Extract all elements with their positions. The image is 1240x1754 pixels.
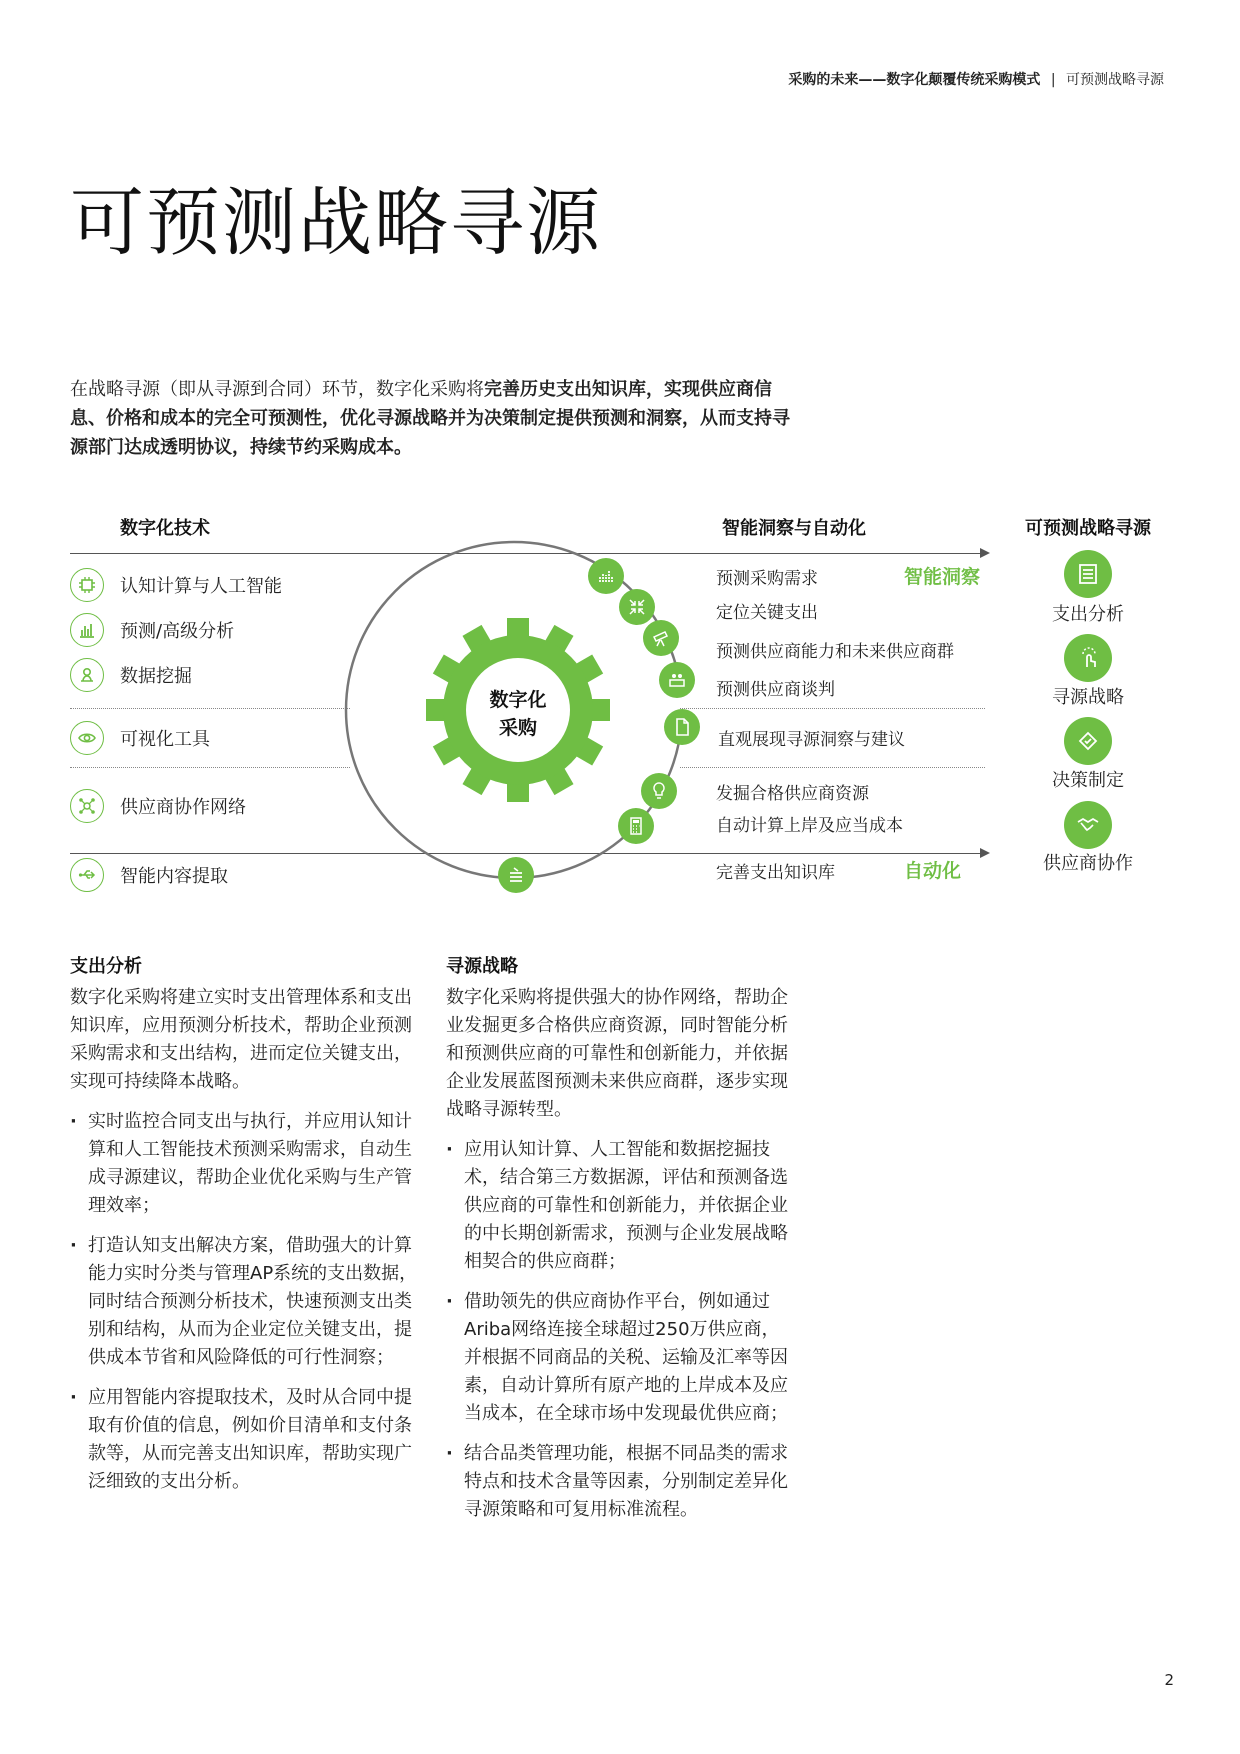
tech-item-visualization xyxy=(70,718,210,758)
calculator-icon xyxy=(618,808,654,844)
col-heading-tech: 数字化技术 xyxy=(120,518,210,539)
outcome-label: 支出分析 xyxy=(1052,604,1124,625)
sourcing-paragraph: 数字化采购将提供强大的协作网络，帮助企业发掘更多合格供应商资源，同时智能分析和预测供应商的可靠性和创新能力，并依据企业发展蓝图预测未来供应商群，逐步实现战略寻源转型。 xyxy=(446,987,788,1120)
tech-item-mining xyxy=(70,655,192,695)
insight-text: 预测供应商谈判 xyxy=(716,680,835,700)
gear-center-label xyxy=(478,686,558,742)
tech-label: 供应商协作网络 xyxy=(120,797,246,818)
sourcing-heading: 寻源战略 xyxy=(446,956,518,977)
running-header xyxy=(788,69,1164,89)
insight-text: 直观展现寻源洞察与建议 xyxy=(718,730,905,750)
header-doc-title: 采购的未来——数字化颠覆传统采购模式 xyxy=(788,72,1041,88)
chip-icon xyxy=(70,568,104,602)
spend-bullet: · 实时监控合同支出与执行，并应用认知计算和人工智能技术预测采购需求，自动生成寻源建议，帮助企业优化采购与生产管理效率； xyxy=(70,1108,420,1220)
decision-icon xyxy=(1064,717,1112,765)
sourcing-bullet: · 借助领先的供应商协作平台，例如通过Ariba网络连接全球超过250万供应商，并根据不同商品的关税、运输及汇率等因素，自动计算所有原产地的上岸成本及应当成本，在全球市场中发现最优供应商； xyxy=(446,1288,796,1428)
tech-item-network xyxy=(70,786,246,826)
spend-analysis-section xyxy=(70,952,420,1496)
tech-label: 数据挖掘 xyxy=(120,666,192,687)
outcome-label: 供应商协作 xyxy=(1043,853,1133,874)
spend-bullet: · 打造认知支出解决方案，借助强大的计算能力实时分类与管理AP系统的支出数据，同时结合预测分析技术，快速预测支出类别和结构，从而为企业定位关键支出，提供成本节省和风险降低的可行性洞察； xyxy=(70,1232,420,1372)
bottom-arrow-head xyxy=(980,848,990,858)
equalizer-icon xyxy=(588,558,624,594)
header-separator: | xyxy=(1050,72,1056,88)
eye-icon xyxy=(70,721,104,755)
mining-icon xyxy=(70,658,104,692)
sourcing-bullet: · 结合品类管理功能，根据不同品类的需求特点和技术含量等因素，分别制定差异化寻源策略和可复用标准流程。 xyxy=(446,1440,796,1524)
tag-smart-insight: 智能洞察 xyxy=(904,566,981,588)
list-icon xyxy=(1064,550,1112,598)
tech-label: 认知计算与人工智能 xyxy=(120,576,282,597)
network-icon xyxy=(70,789,104,823)
insight-text: 预测供应商能力和未来供应商群 xyxy=(716,642,954,662)
intro-paragraph xyxy=(70,375,800,462)
header-section: 可预测战略寻源 xyxy=(1066,72,1164,88)
divider-left-2 xyxy=(70,767,350,768)
intro-bold-text: 完善历史支出知识库，实现供应商信息、价格和成本的完全可预测性，优化寻源战略并为决策制定提供预测和洞察，从而支持寻源部门达成透明协议，持续节约采购成本。 xyxy=(70,379,790,458)
insight-text: 自动计算上岸及应当成本 xyxy=(716,816,903,836)
outcome-label: 寻源战略 xyxy=(1052,687,1124,708)
tag-automation: 自动化 xyxy=(904,860,962,882)
insight-text: 完善支出知识库 xyxy=(716,863,835,883)
divider-right-2 xyxy=(680,767,985,768)
lightbulb-icon xyxy=(641,773,677,809)
insight-text: 定位关键支出 xyxy=(716,603,818,623)
divider-right-1 xyxy=(680,708,985,709)
col-heading-insight: 智能洞察与自动化 xyxy=(722,518,866,539)
tech-item-analytics xyxy=(70,610,234,650)
tech-label: 智能内容提取 xyxy=(120,866,228,887)
tech-label: 可视化工具 xyxy=(120,729,210,750)
sourcing-strategy-section xyxy=(446,952,796,1524)
gear-label-line1: 数字化 xyxy=(489,689,547,711)
spend-heading: 支出分析 xyxy=(70,956,142,977)
bar-chart-icon xyxy=(70,613,104,647)
page-number: 2 xyxy=(1164,1671,1174,1689)
spend-paragraph: 数字化采购将建立实时支出管理体系和支出知识库，应用预测分析技术，帮助企业预测采购需求和支出结构，进而定位关键支出，实现可持续降本战略。 xyxy=(70,987,412,1092)
insight-text: 发掘合格供应商资源 xyxy=(716,784,869,804)
sourcing-bullet: · 应用认知计算、人工智能和数据挖掘技术，结合第三方数据源，评估和预测备选供应商的可靠性和创新能力，并依据企业的中长期创新需求，预测与企业发展战略相契合的供应商群； xyxy=(446,1136,796,1276)
gear-label-line2: 采购 xyxy=(498,717,537,739)
intro-text: 在战略寻源（即从寻源到合同）环节，数字化采购将 xyxy=(70,379,484,400)
outcome-label: 决策制定 xyxy=(1052,770,1124,791)
touch-icon xyxy=(1064,634,1112,682)
compress-icon xyxy=(619,589,655,625)
col-heading-outcome: 可预测战略寻源 xyxy=(1025,518,1151,539)
tech-label: 预测/高级分析 xyxy=(120,621,235,642)
tech-item-cognitive xyxy=(70,565,282,605)
handshake-icon xyxy=(1064,801,1112,849)
top-arrow-head xyxy=(980,548,990,558)
spend-bullet: · 应用智能内容提取技术，及时从合同中提取有价值的信息，例如价目清单和支付条款等，从而完善支出知识库，帮助实现广泛细致的支出分析。 xyxy=(70,1384,420,1496)
insight-text: 预测采购需求 xyxy=(716,569,818,589)
telescope-icon xyxy=(643,620,679,656)
usb-icon xyxy=(70,858,104,892)
tech-item-extraction xyxy=(70,855,228,895)
database-icon xyxy=(498,857,534,893)
divider-left-1 xyxy=(70,708,350,709)
document-icon xyxy=(664,709,700,745)
negotiation-icon xyxy=(659,662,695,698)
page-title: 可预测战略寻源 xyxy=(70,180,602,266)
